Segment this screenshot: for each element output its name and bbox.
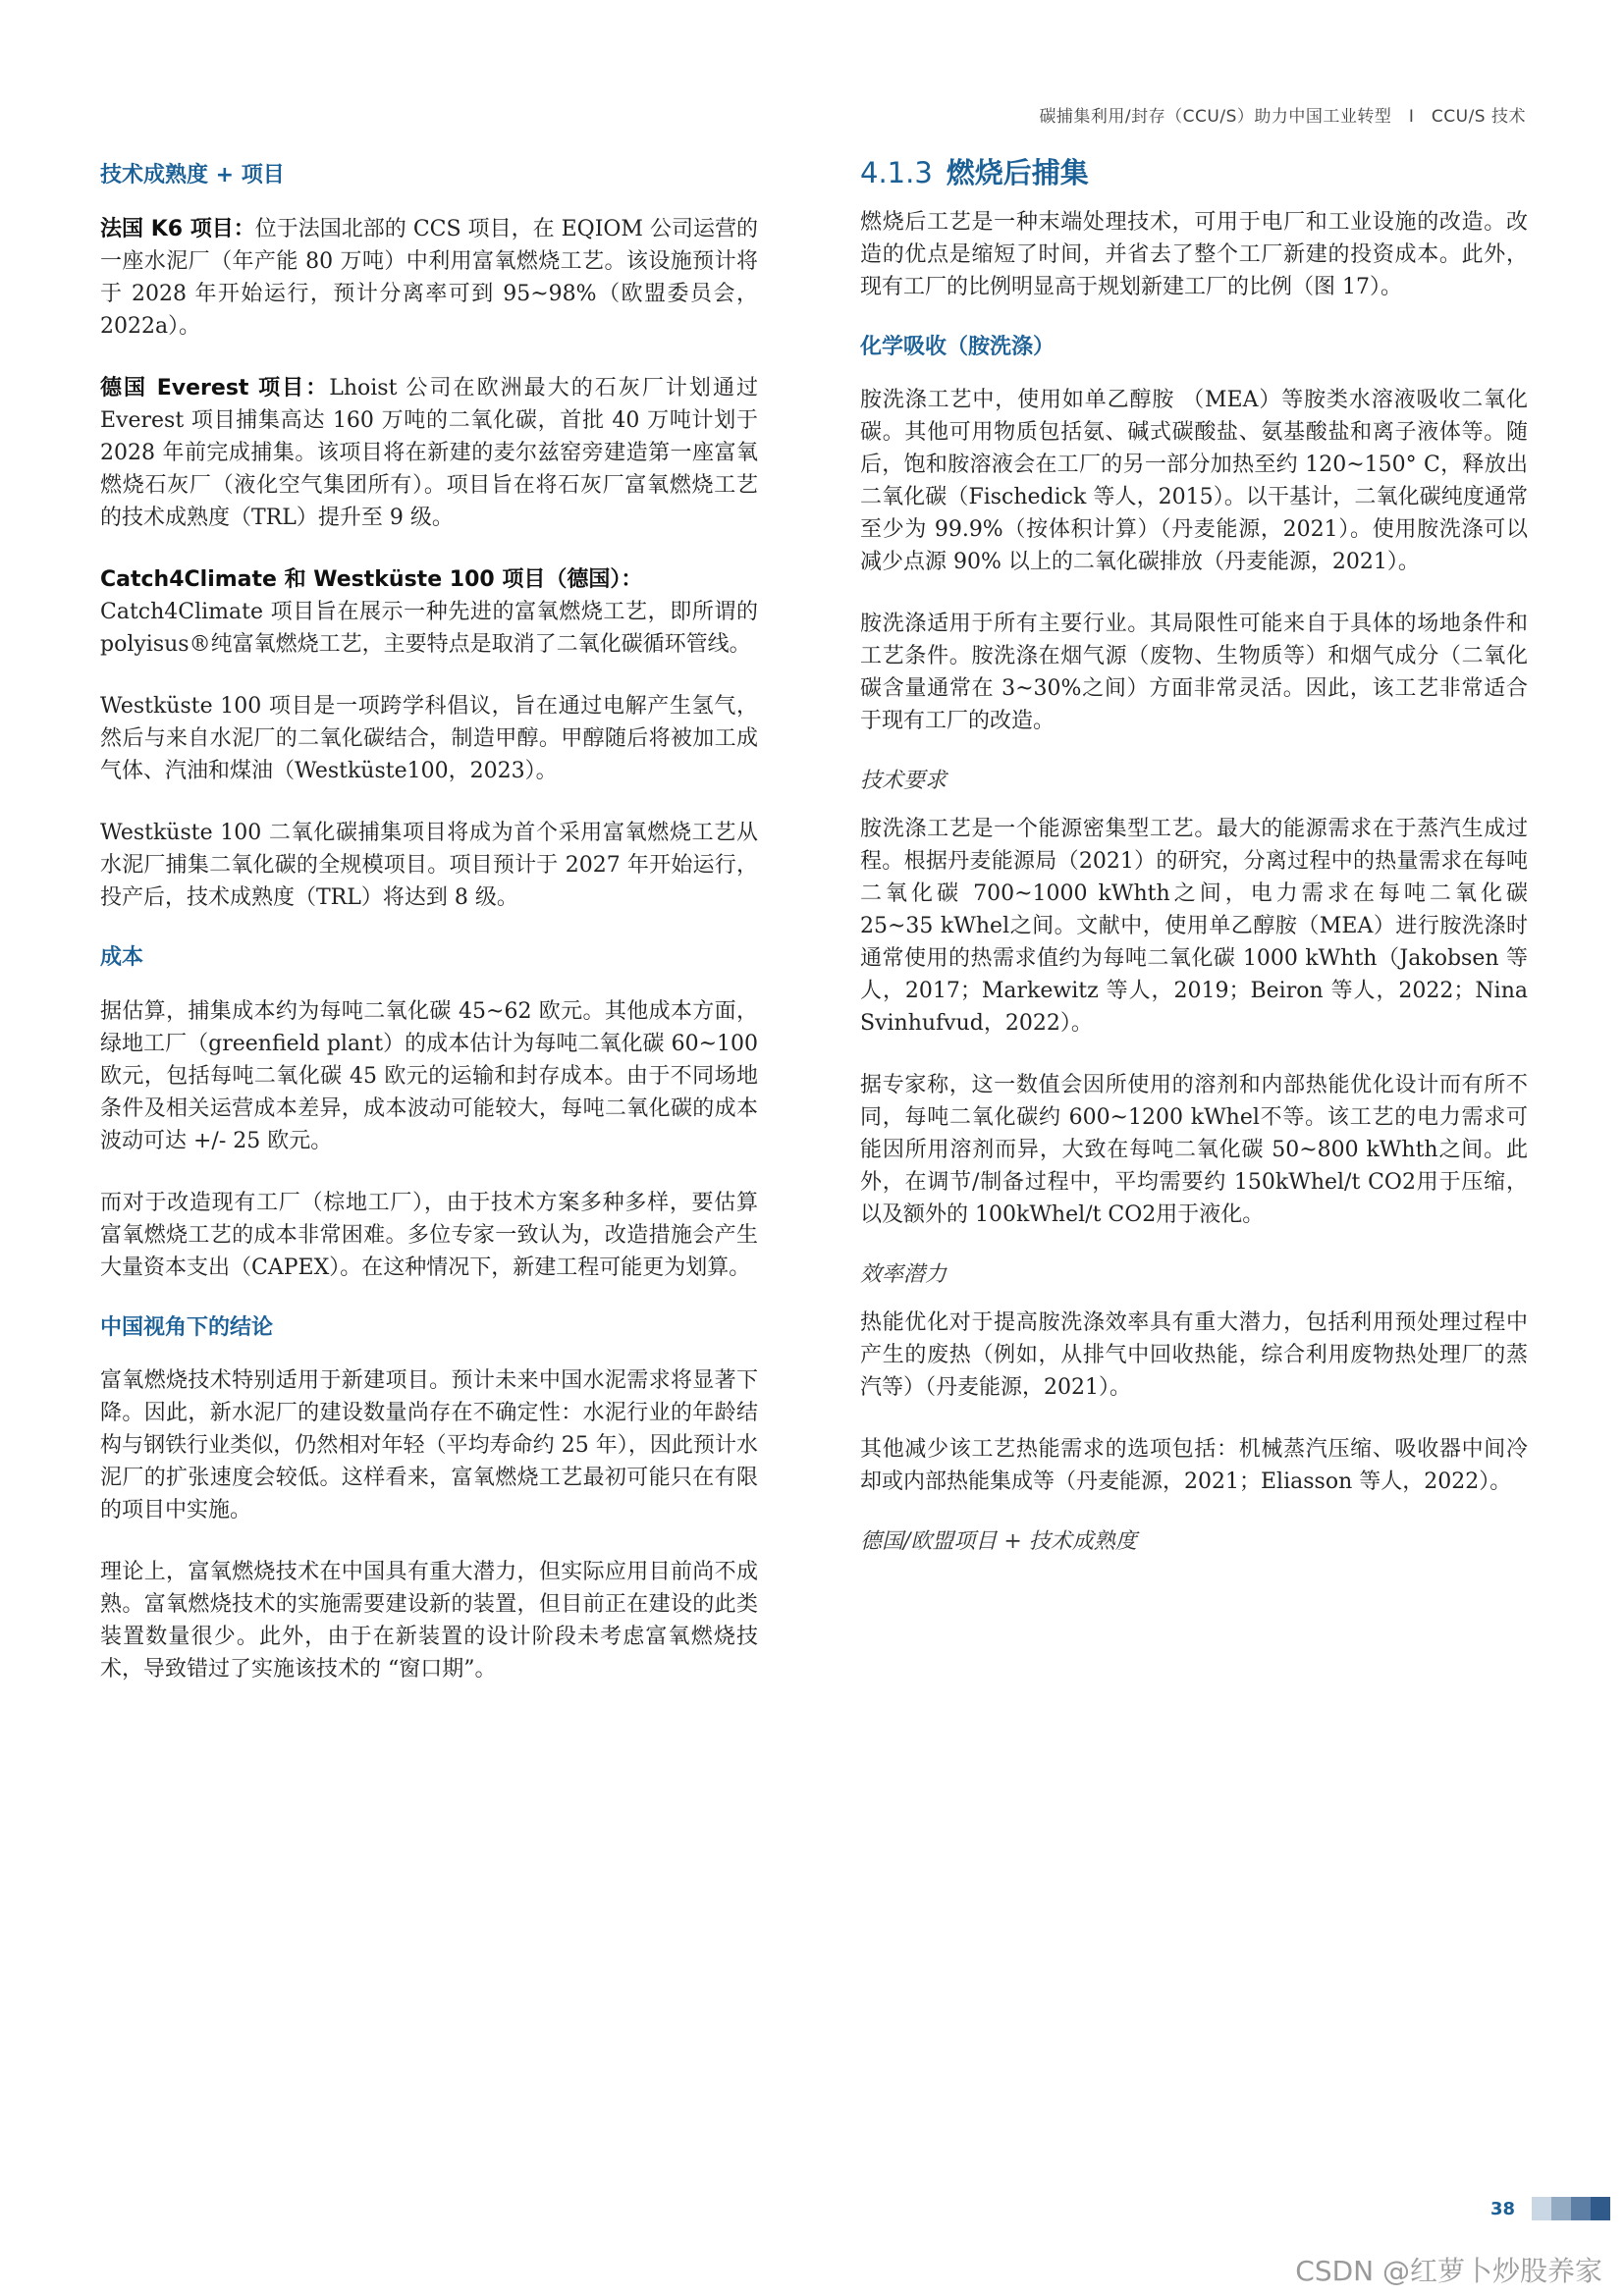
heading-efficiency: 效率潜力 [860, 1262, 947, 1288]
watermark: CSDN @红萝卜炒股养家 [1295, 2255, 1602, 2287]
left-column [100, 147, 758, 1715]
paragraph-amine-2: 胺洗涤适用于所有主要行业。其局限性可能来自于具体的场地条件和工艺条件。胺洗涤在烟气源（废物、生物质等）和烟气成分（二氧化碳含量通常在 3~30%之间）方面非常灵活。因此，该工艺非常适合于现有工厂的改造。 [860, 612, 1528, 734]
page-number: 38 [1490, 2199, 1516, 2219]
running-header: 碳捕集利用/封存（CCU/S）助力中国工业转型 I CCU/S 技术 [1039, 107, 1526, 127]
heading-cost: 成本 [100, 944, 144, 970]
page-bar-decoration [1532, 2197, 1610, 2220]
section-title: 燃烧后捕集 [946, 156, 1089, 189]
right-column [860, 147, 1528, 1574]
paragraph-efficiency-1: 热能优化对于提高胺洗涤效率具有重大潜力，包括利用预处理过程中产生的废热（例如，从排气中回收热能，综合利用废物热处理厂的蒸汽等）（丹麦能源，2021）。 [860, 1310, 1528, 1401]
paragraph-requirements-1: 胺洗涤工艺是一个能源密集型工艺。最大的能源需求在于蒸汽生成过程。根据丹麦能源局（2021）的研究，分离过程中的热量需求在每吨二氧化碳 700~1000 kWhth之间，电力需求在每吨二氧化碳 25~35 kWhel之间。文献中，使用单乙醇胺（MEA）进行胺洗涤时通常使用的热需求值约为每吨二氧化碳 1000 kWhth（Jakobsen 等人，2017；Markewitz 等人，2019；Beiron 等人，2022；Nina Svinhufvud，2022）。 [860, 817, 1528, 1037]
catch4climate-title: Catch4Climate 和 Westküste 100 项目（德国）： [100, 566, 643, 592]
page-bar-segment [1551, 2197, 1571, 2220]
heading-tech-requirements: 技术要求 [860, 769, 947, 794]
paragraph-catch4climate: Catch4Climate 项目旨在展示一种先进的富氧燃烧工艺，即所谓的 polyisus®纯富氧燃烧工艺，主要特点是取消了二氧化碳循环管线。 [100, 599, 758, 657]
paragraph-cost-2: 而对于改造现有工厂（棕地工厂），由于技术方案多种多样，要估算富氧燃烧工艺的成本非常困难。多位专家一致认为，改造措施会产生大量资本支出（CAPEX）。在这种情况下，新建工程可能更为划算。 [100, 1190, 758, 1280]
heading-chemical-absorption: 化学吸收（胺洗涤） [860, 334, 1056, 359]
paragraph-post-combustion-intro: 燃烧后工艺是一种末端处理技术，可用于电厂和工业设施的改造。改造的优点是缩短了时间，并省去了整个工厂新建的投资成本。此外，现有工厂的比例明显高于规划新建工厂的比例（图 17）。 [860, 209, 1528, 299]
body-k6: 位于法国北部的 CCS 项目，在 EQIOM 公司运营的一座水泥厂（年产能 80 万吨）中利用富氧燃烧工艺。该设施预计将于 2028 年开始运行，预计分离率可到 95~98%（欧盟委员会，2022a）。 [100, 216, 758, 339]
page-bar-segment [1532, 2197, 1551, 2220]
heading-tech-maturity: 技术成熟度 + 项目 [100, 163, 285, 187]
page-bar-segment [1571, 2197, 1591, 2220]
heading-de-eu-projects: 德国/欧盟项目 + 技术成熟度 [860, 1529, 1137, 1555]
paragraph-everest-project [100, 372, 758, 534]
heading-china-conclusion: 中国视角下的结论 [100, 1314, 274, 1340]
paragraph-china-1: 富氧燃烧技术特别适用于新建项目。预计未来中国水泥需求将显著下降。因此，新水泥厂的建设数量尚存在不确定性：水泥行业的年龄结构与钢铁行业类似，仍然相对年轻（平均寿命约 25 年），因此预计水泥厂的扩张速度会较低。这样看来，富氧燃烧工艺最初可能只在有限的项目中实施。 [100, 1368, 758, 1523]
page-bar-segment [1591, 2197, 1610, 2220]
paragraph-westkuste-2: Westküste 100 二氧化碳捕集项目将成为首个采用富氧燃烧工艺从水泥厂捕集二氧化碳的全规模项目。项目预计于 2027 年开始运行，投产后，技术成熟度（TRL）将达到 8 级。 [100, 820, 758, 910]
paragraph-cost-1: 据估算，捕集成本约为每吨二氧化碳 45~62 欧元。其他成本方面，绿地工厂（greenfield plant）的成本估计为每吨二氧化碳 60~100 欧元，包括每吨二氧化碳 45 欧元的运输和封存成本。由于不同场地条件及相关运营成本差异，成本波动可能较大，每吨二氧化碳的成本波动可达 +/- 25 欧元。 [100, 998, 758, 1153]
lead-everest: 德国 Everest 项目： [100, 375, 330, 400]
body-everest: Lhoist 公司在欧洲最大的石灰厂计划通过 Everest 项目捕集高达 160 万吨的二氧化碳，首批 40 万吨计划于 2028 年前完成捕集。该项目将在新建的麦尔兹窑旁建造第一座富氧燃烧石灰厂（液化空气集团所有）。项目旨在将石灰厂富氧燃烧工艺的技术成熟度（TRL）提升至 9 级。 [100, 375, 758, 530]
paragraph-requirements-2: 据专家称，这一数值会因所使用的溶剂和内部热能优化设计而有所不同，每吨二氧化碳约 600~1200 kWhel不等。该工艺的电力需求可能因所用溶剂而异，大致在每吨二氧化碳 50~800 kWhth之间。此外，在调节/制备过程中，平均需要约 150kWhel/t CO2用于压缩，以及额外的 100kWhel/t CO2用于液化。 [860, 1073, 1528, 1228]
lead-k6: 法国 K6 项目： [100, 216, 255, 241]
section-heading [860, 155, 1528, 192]
paragraph-efficiency-2: 其他减少该工艺热能需求的选项包括：机械蒸汽压缩、吸收器中间冷却或内部热能集成等（丹麦能源，2021；Eliasson 等人，2022）。 [860, 1437, 1528, 1495]
paragraph-k6-project [100, 213, 758, 343]
paragraph-amine-1: 胺洗涤工艺中，使用如单乙醇胺 （MEA）等胺类水溶液吸收二氧化碳。其他可用物质包括氨、碱式碳酸盐、氨基酸盐和离子液体等。随后，饱和胺溶液会在工厂的另一部分加热至约 120~150° C，释放出二氧化碳（Fischedick 等人，2015）。以干基计，二氧化碳纯度通常至少为 99.9%（按体积计算）（丹麦能源，2021）。使用胺洗涤可以减少点源 90% 以上的二氧化碳排放（丹麦能源，2021）。 [860, 388, 1528, 575]
paragraph-china-2: 理论上，富氧燃烧技术在中国具有重大潜力，但实际应用目前尚不成熟。富氧燃烧技术的实施需要建设新的装置，但目前正在建设的此类装置数量很少。此外，由于在新装置的设计阶段未考虑富氧燃烧技术，导致错过了实施该技术的 “窗口期”。 [100, 1560, 758, 1682]
section-number: 4.1.3 [860, 156, 933, 189]
paragraph-westkuste-1: Westküste 100 项目是一项跨学科倡议，旨在通过电解产生氢气，然后与来自水泥厂的二氧化碳结合，制造甲醇。甲醇随后将被加工成气体、汽油和煤油（Westküste100，2023）。 [100, 693, 758, 783]
